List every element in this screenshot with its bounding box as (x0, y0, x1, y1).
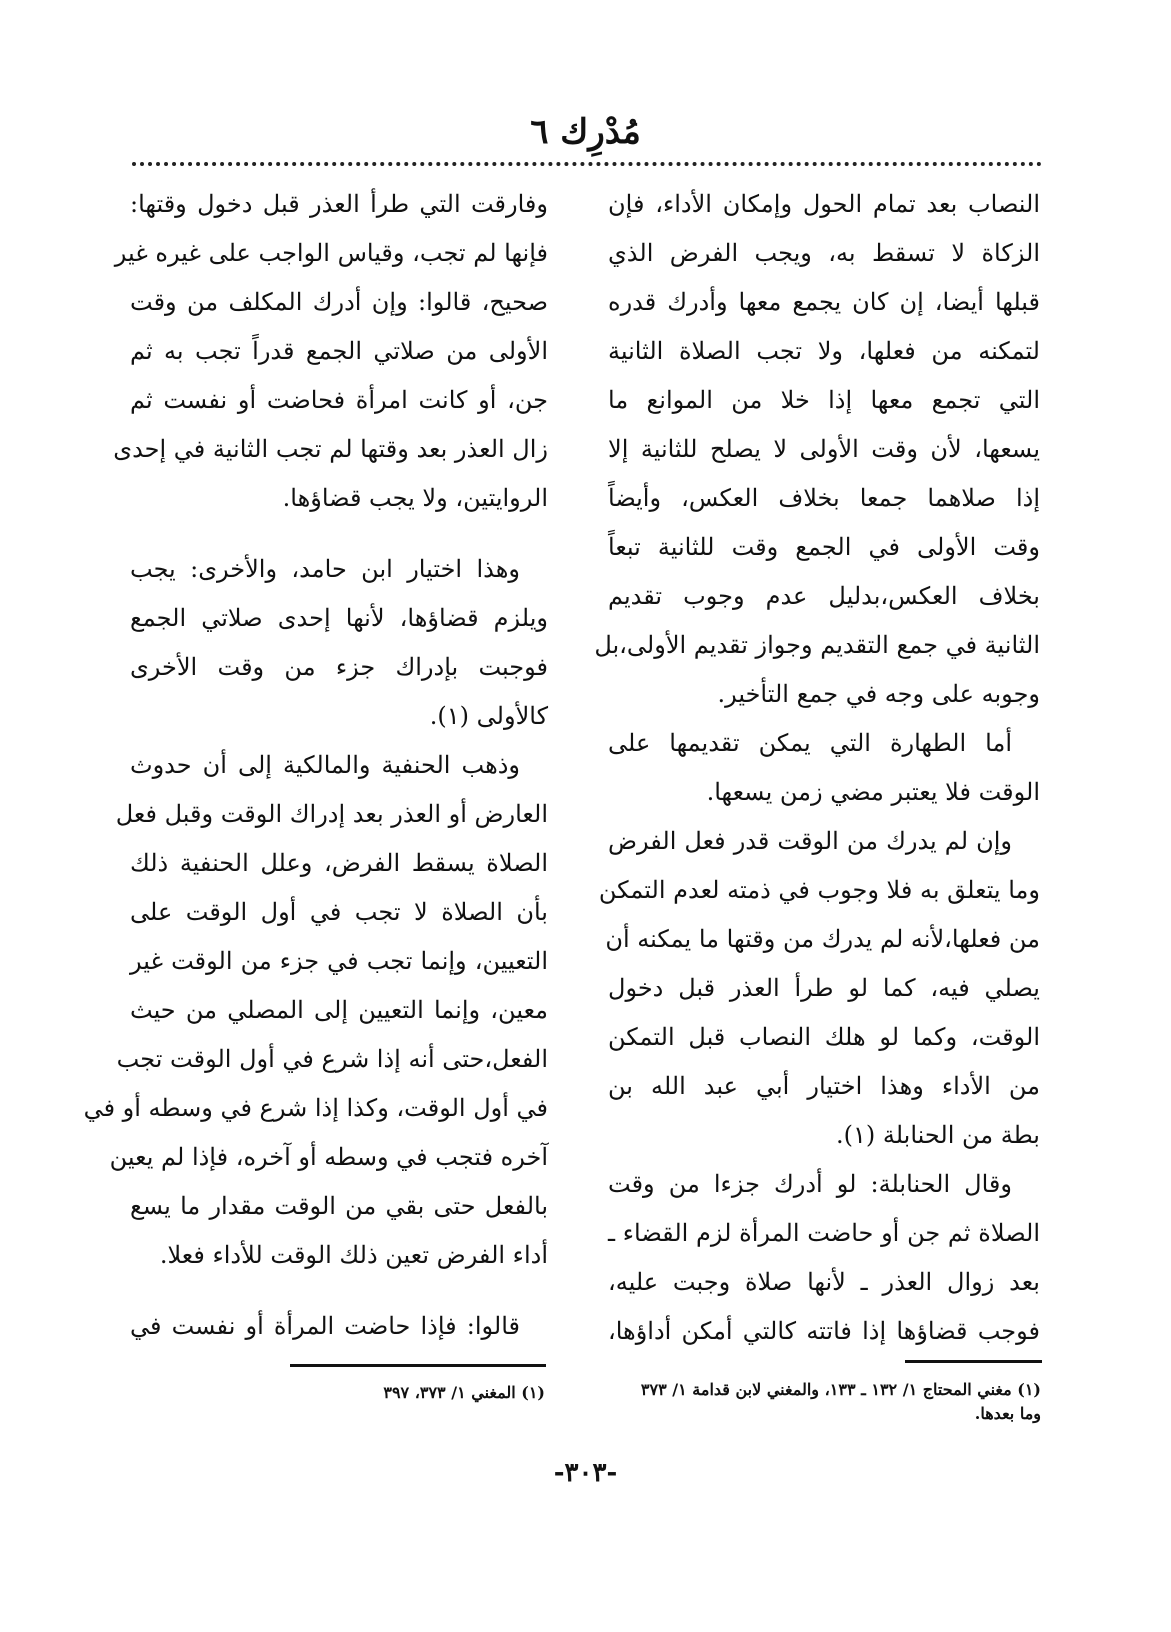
text-line: وذهب الحنفية والمالكية إلى أن حدوث (130, 751, 520, 779)
text-line: الأولى من صلاتي الجمع قدراً تجب به ثم (130, 337, 548, 365)
left-column (83, 180, 548, 1351)
text-line: صحيح، قالوا: وإن أدرك المكلف من وقت (130, 288, 548, 316)
text-line: بطة من الحنابلة (١). (835, 1121, 1040, 1149)
text-line: الفعل،حتى أنه إذا شرع في أول الوقت تجب (116, 1045, 548, 1073)
header-dotted-divider (132, 162, 1042, 166)
text-line: الثانية في جمع التقديم وجواز تقديم الأولى،بل (594, 631, 1040, 659)
footnote-divider-left (290, 1364, 546, 1367)
paragraph (598, 817, 1040, 1160)
text-line: إذا صلاهما جمعا بخلاف العكس، وأيضاً (608, 484, 1040, 512)
text-line: الوقت فلا يعتبر مضي زمن يسعها. (706, 778, 1040, 806)
text-line: بأن الصلاة لا تجب في أول الوقت على (130, 898, 548, 926)
text-line: آخره فتجب في وسطه أو آخره، فإذا لم يعين (109, 1143, 548, 1171)
text-line: بالفعل حتى بقي من الوقت مقدار ما يسع (130, 1192, 548, 1220)
paragraph (608, 719, 1040, 817)
text-line: وقت الأولى في الجمع وقت للثانية تبعاً (608, 533, 1040, 561)
paragraph (130, 545, 548, 741)
footnote-right-line: (١) مغني المحتاج ١/ ١٣٢ ـ ١٣٣، والمغني لابن قدامة ١/ ٣٧٣ (640, 1380, 1041, 1399)
text-line: قبلها أيضا، إن كان يجمع معها وأدرك قدره (608, 288, 1040, 316)
text-line: أما الطهارة التي يمكن تقديمها على (608, 729, 1012, 757)
text-line: النصاب بعد تمام الحول وإمكان الأداء، فإن (608, 190, 1040, 218)
text-line: الصلاة ثم جن أو حاضت المرأة لزم القضاء ـ (608, 1219, 1040, 1247)
footnote-right (601, 1378, 1041, 1426)
text-line: قالوا: فإذا حاضت المرأة أو نفست في (130, 1312, 520, 1340)
paragraph (594, 180, 1040, 719)
text-line: وهذا اختيار ابن حامد، والأخرى: يجب (130, 555, 520, 583)
text-line: بخلاف العكس،بدليل عدم وجوب تقديم (608, 582, 1040, 610)
text-line: ويلزم قضاؤها، لأنها إحدى صلاتي الجمع (130, 604, 548, 632)
text-line: كالأولى (١). (429, 702, 548, 730)
text-line: أداء الفرض تعين ذلك الوقت للأداء فعلا. (159, 1241, 548, 1269)
text-line: جن، أو كانت امرأة فحاضت أو نفست ثم (130, 386, 548, 414)
paragraph (608, 1160, 1040, 1356)
paragraph (130, 1302, 548, 1351)
text-line: الصلاة يسقط الفرض، وعلل الحنفية ذلك (130, 849, 548, 877)
text-line: وقال الحنابلة: لو أدرك جزءا من وقت (608, 1170, 1012, 1198)
text-line: زال العذر بعد وقتها لم تجب الثانية في إحدى (113, 435, 548, 463)
footnote-left (245, 1381, 545, 1405)
text-line: بعد زوال العذر ـ لأنها صلاة وجبت عليه، (608, 1268, 1040, 1296)
footnote-left-line: (١) المغني ١/ ٣٧٣، ٣٩٧ (383, 1383, 545, 1402)
text-line: من الأداء وهذا اختيار أبي عبد الله بن (608, 1072, 1040, 1100)
text-line: الروايتين، ولا يجب قضاؤها. (282, 484, 548, 512)
right-column (594, 180, 1040, 1356)
text-line: فإنها لم تجب، وقياس الواجب على غيره غير (114, 239, 548, 267)
text-line: وما يتعلق به فلا وجوب في ذمته لعدم التمكن (598, 876, 1040, 904)
page-number: -٣٠٣- (553, 1458, 618, 1488)
text-line: لتمكنه من فعلها، ولا تجب الصلاة الثانية (608, 337, 1040, 365)
text-line: فوجب قضاؤها إذا فاتته كالتي أمكن أداؤها، (608, 1317, 1040, 1345)
text-line: يصلي فيه، كما لو طرأ العذر قبل دخول (608, 974, 1040, 1002)
text-line: وجوبه على وجه في جمع التأخير. (717, 680, 1040, 708)
text-line: من فعلها،لأنه لم يدرك من وقتها ما يمكنه أن (605, 925, 1040, 953)
footnote-divider-right (905, 1360, 1042, 1363)
text-line: معين، وإنما التعيين إلى المصلي من حيث (130, 996, 548, 1024)
text-line: يسعها، لأن وقت الأولى لا يصلح للثانية إلا (608, 435, 1040, 463)
text-line: العارض أو العذر بعد إدراك الوقت وقبل فعل (115, 800, 548, 828)
text-line: وإن لم يدرك من الوقت قدر فعل الفرض (608, 827, 1012, 855)
text-line: وفارقت التي طرأ العذر قبل دخول وقتها: (130, 190, 548, 218)
paragraph (113, 180, 548, 523)
text-line: فوجبت بإدراك جزء من وقت الأخرى (130, 653, 548, 681)
text-line: الوقت، وكما لو هلك النصاب قبل التمكن (608, 1023, 1040, 1051)
paragraph (83, 741, 548, 1280)
footnote-right-line: وما بعدها. (974, 1404, 1041, 1423)
text-line: التي تجمع معها إذا خلا من الموانع ما (608, 386, 1040, 414)
text-line: التعيين، وإنما تجب في جزء من الوقت غير (130, 947, 548, 975)
running-header: مُدْرِك ٦ (530, 112, 641, 152)
text-line: الزكاة لا تسقط به، ويجب الفرض الذي (608, 239, 1040, 267)
text-line: في أول الوقت، وكذا إذا شرع في وسطه أو في (83, 1094, 548, 1122)
